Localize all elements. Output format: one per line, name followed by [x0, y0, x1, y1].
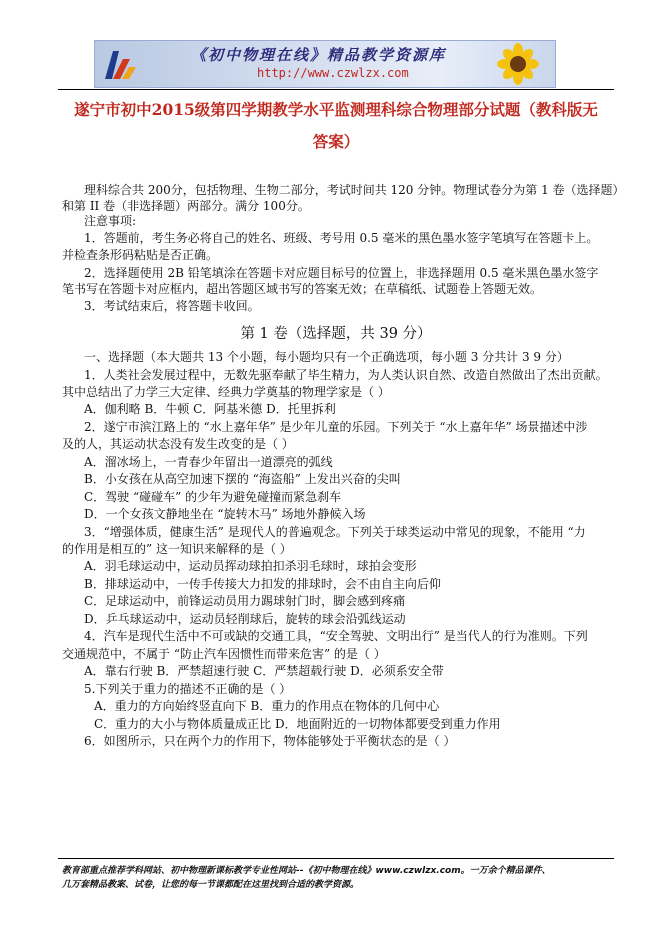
q2-option-a: A．溜冰场上，一青春少年留出一道漂亮的弧线 [84, 455, 333, 469]
q5-stem: 5.下列关于重力的描述不正确的是（ ） [84, 682, 292, 696]
header-banner [94, 40, 556, 88]
note-1-line1: 1．答题前，考生务必将自己的姓名、班级、考号用 0.5 毫米的黑色墨水签字笔填写在答题卡上。 [84, 231, 599, 245]
note-2-line2: 笔书写在答题卡对应框内，超出答题区域书写的答案无效；在草稿纸、试题卷上答题无效。 [62, 282, 543, 296]
q3-option-d: D．乒乓球运动中，运动员轻削球后，旋转的球会沿弧线运动 [84, 612, 406, 626]
q1-stem-line2: 其中总结出了力学三大定律、经典力学奠基的物理学家是（ ） [62, 385, 390, 399]
q1-options: A．伽利略 B．牛顿 C．阿基米德 D．托里拆利 [84, 402, 336, 416]
section-title: 第 1 卷（选择题，共 39 分） [240, 326, 432, 342]
note-2-line1: 2．选择题使用 2B 铅笔填涂在答题卡对应题目标号的位置上，非选择题用 0.5 毫米黑色墨水签字 [84, 266, 599, 280]
sunflower-icon [493, 43, 543, 85]
q3-option-a: A．羽毛球运动中，运动员挥动球拍扣杀羽毛球时，球拍会变形 [84, 559, 417, 573]
q2-option-b: B．小女孩在从高空加速下摆的 “海盗船” 上发出兴奋的尖叫 [84, 472, 401, 486]
footer-line1: 教育部重点推荐学科网站、初中物理新课标教学专业性网站--《初中物理在线》www.czwlzx.com。一万余个精品课件、 [62, 866, 551, 876]
q5-options-cd: C．重力的大小与物体质量成正比 D．地面附近的一切物体都要受到重力作用 [94, 717, 501, 731]
document-title-line2: 答案） [312, 132, 360, 151]
note-3: 3．考试结束后，将答题卡收回。 [84, 299, 260, 313]
q4-stem-line2: 交通规范中，不属于 “防止汽车因惯性而带来危害” 的是（ ） [62, 647, 386, 661]
q6-stem: 6．如图所示，只在两个力的作用下，物体能够处于平衡状态的是（ ） [84, 734, 456, 748]
document-title-line1: 遂宁市初中2015级第四学期教学水平监测理科综合物理部分试题（教科版无 [74, 100, 598, 119]
q2-option-d: D．一个女孩文静地坐在 “旋转木马” 场地外静候入场 [84, 507, 366, 521]
q3-stem-line1: 3．“增强体质，健康生活” 是现代人的普遍观念。下列关于球类运动中常见的现象，不能用 “力 [84, 525, 586, 539]
header-divider [58, 89, 614, 90]
note-1-line2: 并检查条形码粘贴是否正确。 [62, 248, 219, 262]
q2-stem-line2: 及的人，其运动状态没有发生改变的是（ ） [62, 437, 294, 451]
part-heading: 一、选择题（本大题共 13 个小题，每小题均只有一个正确选项，每小题 3 分共计 3 9 分） [84, 350, 569, 364]
footer-line2: 几万套精品教案、试卷，让您的每一节课都配在这里找到合适的教学资源。 [62, 880, 360, 890]
notes-heading: 注意事项: [84, 214, 137, 228]
intro-line1: 理科综合共 200分，包括物理、生物二部分，考试时间共 120 分钟。物理试卷分为第 1 卷（选择题） [84, 183, 625, 197]
q1-stem-line1: 1．人类社会发展过程中，无数先驱奉献了毕生精力，为人类认识自然、改造自然做出了杰出贡献。 [84, 368, 608, 382]
q5-options-ab: A．重力的方向始终竖直向下 B．重力的作用点在物体的几何中心 [94, 699, 440, 713]
q3-stem-line2: 的作用是相互的” 这一知识来解释的是（ ） [62, 542, 292, 556]
q4-options: A．靠右行驶 B．严禁超速行驶 C．严禁超载行驶 D．必须系安全带 [84, 664, 444, 678]
site-logo-icon [99, 45, 139, 83]
intro-line2: 和第 II 卷（非选择题）两部分。满分 100分。 [62, 199, 310, 213]
banner-title: 《初中物理在线》精品教学资源库 [191, 46, 447, 64]
q2-option-c: C．驾驶 “碰碰车” 的少年为避免碰撞而紧急刹车 [84, 490, 342, 504]
q3-option-b: B．排球运动中，一传手传接大力扣发的排球时，会不由自主向后仰 [84, 577, 441, 591]
q3-option-c: C．足球运动中，前锋运动员用力踢球射门时，脚会感到疼痛 [84, 594, 406, 608]
q2-stem-line1: 2．遂宁市滨江路上的 “水上嘉年华” 是少年儿童的乐园。下列关于 “水上嘉年华” 场景描述中涉 [84, 420, 588, 434]
footer-divider [58, 858, 614, 859]
q4-stem-line1: 4．汽车是现代生活中不可或缺的交通工具，“安全驾驶、文明出行” 是当代人的行为准则。下列 [84, 629, 588, 643]
banner-url[interactable]: http://www.czwlzx.com [257, 66, 409, 80]
